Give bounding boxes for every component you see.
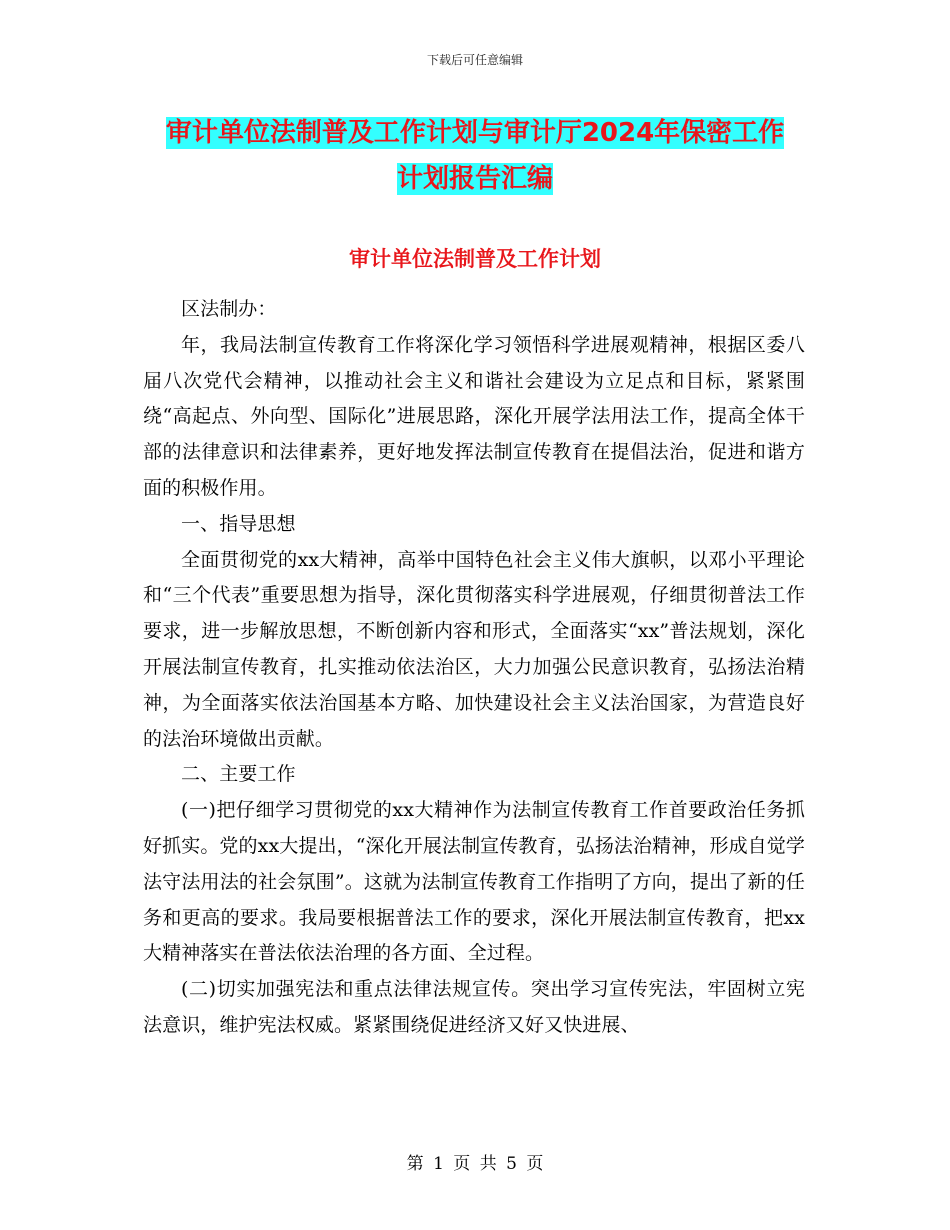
document-title-line-2: 计划报告汇编 [396, 164, 553, 194]
paragraph-intro: 年，我局法制宣传教育工作将深化学习领悟科学进展观精神，根据区委八届八次党代会精神，以推动社会主义和谐社会建设为立足点和目标，紧紧围绕“高起点、外向型、国际化”进展思路，深化开展学法用法工作，提高全体干部的法律意识和法律素养，更好地发挥法制宣传教育在提倡法治，促进和谐方面的积极作用。 [143, 333, 805, 499]
heading-main-work: 二、主要工作 [181, 763, 296, 786]
document-title [140, 110, 810, 202]
paragraph-addressee: 区法制办： [181, 298, 277, 320]
page-header-note: 下载后可任意编辑 [426, 53, 523, 67]
document-title-line-1: 审计单位法制普及工作计划与审计厅2024年保密工作 [165, 118, 785, 148]
paragraph-guiding-thought: 全面贯彻党的xx大精神，高举中国特色社会主义伟大旗帜，以邓小平理论和“三个代表”重要思想为指导，深化贯彻落实科学进展观，仔细贯彻普法工作要求，进一步解放思想，不断创新内容和形式，全面落实“xx”普法规划，深化开展法制宣传教育，扎实推动依法治区，大力加强公民意识教育，弘扬法治精神，为全面落实依法治国基本方略、加快建设社会主义法治国家，为营造良好的法治环境做出贡献。 [143, 548, 805, 750]
paragraph-main-work-2: (二)切实加强宪法和重点法律法规宣传。突出学习宣传宪法，牢固树立宪法意识，维护宪法权威。紧紧围绕促进经济又好又快进展、 [143, 978, 805, 1036]
heading-guiding-thought: 一、指导思想 [181, 512, 296, 535]
document-body [143, 292, 805, 1044]
paragraph-main-work-1: (一)把仔细学习贯彻党的xx大精神作为法制宣传教育工作首要政治任务抓好抓实。党的xx大提出，“深化开展法制宣传教育，弘扬法治精神，形成自觉学法守法用法的社会氛围”。这就为法制宣传教育工作指明了方向，提出了新的任务和更高的要求。我局要根据普法工作的要求，深化开展法制宣传教育，把xx大精神落实在普法依法治理的各方面、全过程。 [143, 799, 805, 965]
section-title: 审计单位法制普及工作计划 [349, 247, 601, 271]
page-number: 第 1 页 共 5 页 [406, 1154, 544, 1174]
